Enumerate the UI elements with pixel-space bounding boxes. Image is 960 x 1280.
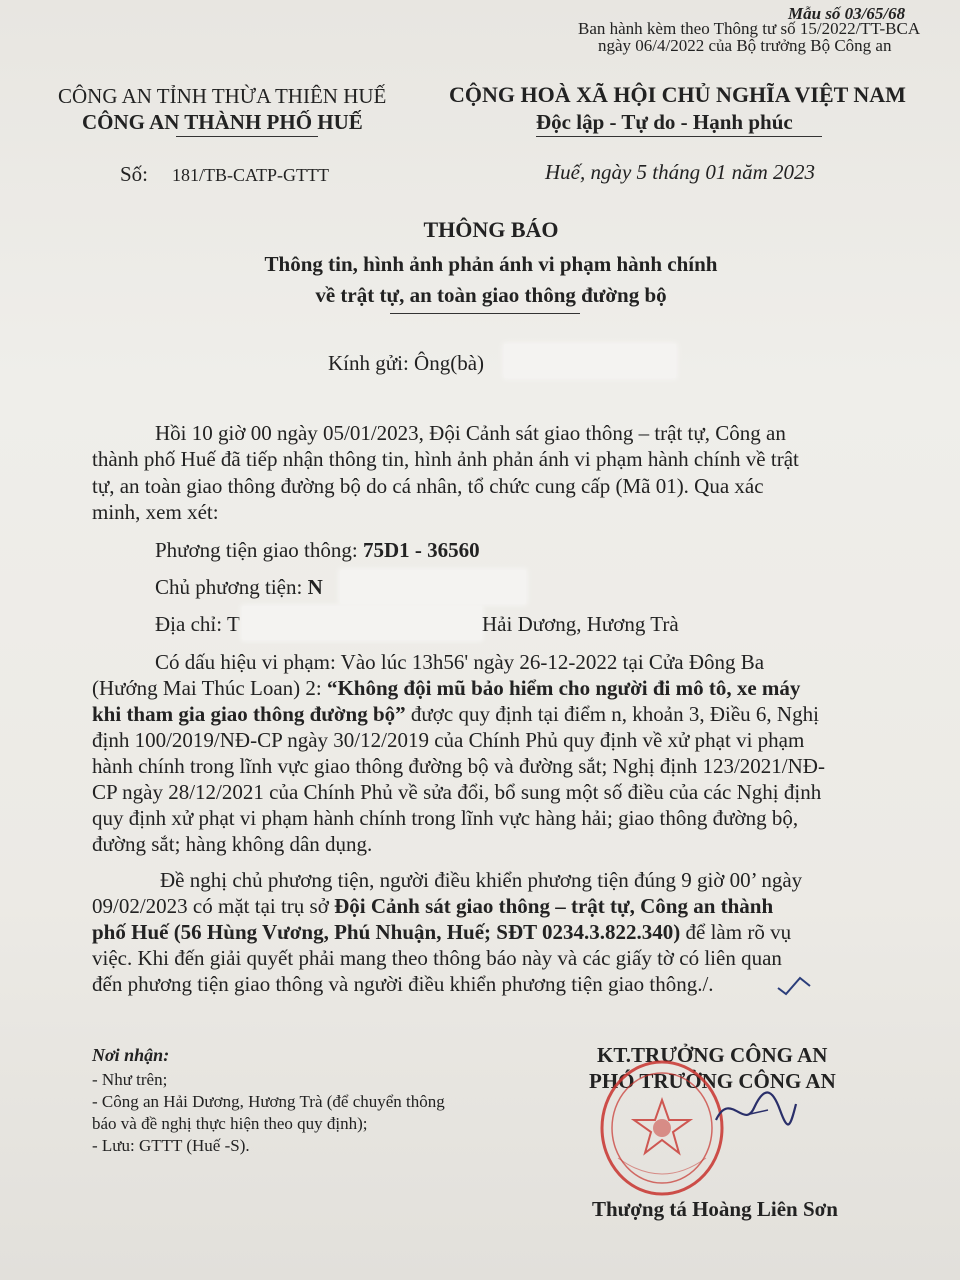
violation-regulation: được quy định tại điểm n, khoản 3, Điều 6, Nghị — [405, 702, 819, 726]
violation-line5: hành chính trong lĩnh vực giao thông đường bộ và đường sắt; Nghị định 123/2021/NĐ- — [92, 754, 825, 778]
redacted-addressee — [504, 344, 676, 378]
form-issuance-line2: ngày 06/4/2022 của Bộ trưởng Bộ Công an — [598, 36, 892, 55]
redacted-address — [242, 606, 482, 640]
body-p1-line3: tự, an toàn giao thông đường bộ do cá nhân, tổ chức cung cấp (Mã 01). Qua xác — [92, 474, 764, 498]
signature-title-1: KT.TRƯỞNG CÔNG AN — [597, 1043, 828, 1067]
title-underline — [390, 313, 580, 314]
redacted-owner — [340, 570, 526, 604]
signature-title-2: PHÓ TRƯỞNG CÔNG AN — [589, 1069, 836, 1093]
body-p1-line4: minh, xem xét: — [92, 500, 219, 524]
owner-label: Chủ phương tiện: — [155, 575, 303, 599]
address-tail: Hải Dương, Hương Trà — [482, 612, 679, 636]
request-office: Đội Cảnh sát giao thông – trật tự, Công an thành — [334, 894, 774, 918]
recipient-item: - Như trên; — [92, 1070, 168, 1089]
motto: Độc lập - Tự do - Hạnh phúc — [536, 110, 793, 134]
handwritten-signature — [710, 1080, 800, 1140]
violation-location: (Hướng Mai Thúc Loan) 2: — [92, 676, 327, 700]
recipient-item: - Lưu: GTTT (Huế -S). — [92, 1136, 250, 1155]
violation-line4: định 100/2019/NĐ-CP ngày 30/12/2019 của Chính Phủ quy định về xử phạt vi phạm — [92, 728, 805, 752]
violation-line8: đường sắt; hàng không dân dụng. — [92, 832, 373, 856]
address-line — [155, 612, 240, 637]
doc-subtitle-1: Thông tin, hình ảnh phản ánh vi phạm hành chính — [264, 252, 718, 276]
violation-quote-part2: khi tham gia giao thông đường bộ” — [92, 702, 406, 726]
owner-line — [155, 575, 323, 600]
doc-title: THÔNG BÁO — [423, 217, 559, 242]
request-office-address: phố Huế (56 Hùng Vương, Phú Nhuận, Huế; SĐT 0234.3.822.340) — [92, 920, 681, 944]
country-name: CỘNG HOÀ XÃ HỘI CHỦ NGHĨA VIỆT NAM — [449, 82, 906, 107]
vehicle-line — [155, 538, 480, 563]
org-name: CÔNG AN THÀNH PHỐ HUẾ — [82, 110, 363, 134]
form-issuance-line1: Ban hành kèm theo Thông tư số 15/2022/TT-BCA — [578, 19, 921, 38]
doc-subtitle-2: về trật tự, an toàn giao thông đường bộ — [315, 283, 667, 307]
owner-initial: N — [307, 575, 323, 599]
violation-line2 — [92, 676, 800, 701]
violation-quote-part1: “Không đội mũ bảo hiểm cho người đi mô tô, xe máy — [326, 676, 801, 700]
motto-underline — [536, 136, 822, 137]
address-initial: T — [226, 612, 240, 636]
request-line1: Đề nghị chủ phương tiện, người điều khiển phương tiện đúng 9 giờ 00’ ngày — [160, 868, 803, 892]
request-line2-text: 09/02/2023 có mặt tại trụ sở — [92, 894, 335, 918]
violation-line6: CP ngày 28/12/2021 của Chính Phủ về sửa đổi, bổ sung một số điều của các Nghị định — [92, 780, 822, 804]
doc-number-label: Số: — [120, 162, 149, 186]
official-stamp — [598, 1058, 726, 1198]
recipient-item: - Công an Hải Dương, Hương Trà (để chuyển thông — [92, 1092, 445, 1111]
place-date: Huế, ngày 5 tháng 01 năm 2023 — [545, 160, 816, 184]
body-p1-line2: thành phố Huế đã tiếp nhận thông tin, hình ảnh phản ánh vi phạm hành chính về trật — [92, 447, 799, 471]
recipient-item: báo và đề nghị thực hiện theo quy định); — [92, 1114, 368, 1133]
vehicle-label: Phương tiện giao thông: — [155, 538, 358, 562]
violation-line7: quy định xử phạt vi phạm hành chính trong lĩnh vực hàng hải; giao thông đường bộ, — [92, 806, 799, 830]
addressee-label: Kính gửi: Ông(bà) — [328, 351, 485, 375]
violation-line3 — [92, 702, 819, 727]
request-line3-tail: để làm rõ vụ — [680, 920, 792, 944]
request-line2 — [92, 894, 773, 919]
body-p1-line1: Hồi 10 giờ 00 ngày 05/01/2023, Đội Cảnh sát giao thông – trật tự, Công an — [155, 421, 786, 445]
org-underline — [176, 136, 318, 137]
recipients-label: Nơi nhận: — [92, 1045, 170, 1065]
request-line3 — [92, 920, 791, 945]
vehicle-plate: 75D1 - 36560 — [362, 538, 480, 562]
form-number: Mẫu số 03/65/68 — [788, 4, 906, 23]
signer-name: Thượng tá Hoàng Liên Sơn — [592, 1197, 838, 1221]
request-line5: đến phương tiện giao thông và người điều khiển phương tiện giao thông./. — [92, 972, 714, 996]
org-parent: CÔNG AN TỈNH THỪA THIÊN HUẾ — [58, 84, 387, 108]
violation-line1: Có dấu hiệu vi phạm: Vào lúc 13h56' ngày 26-12-2022 tại Cửa Đông Ba — [155, 650, 765, 674]
address-label: Địa chỉ: — [155, 612, 223, 636]
checkmark-initial-icon — [776, 974, 820, 996]
request-line4: việc. Khi đến giải quyết phải mang theo thông báo này và các giấy tờ có liên quan — [92, 946, 782, 970]
doc-number: 181/TB-CATP-GTTT — [172, 165, 329, 185]
